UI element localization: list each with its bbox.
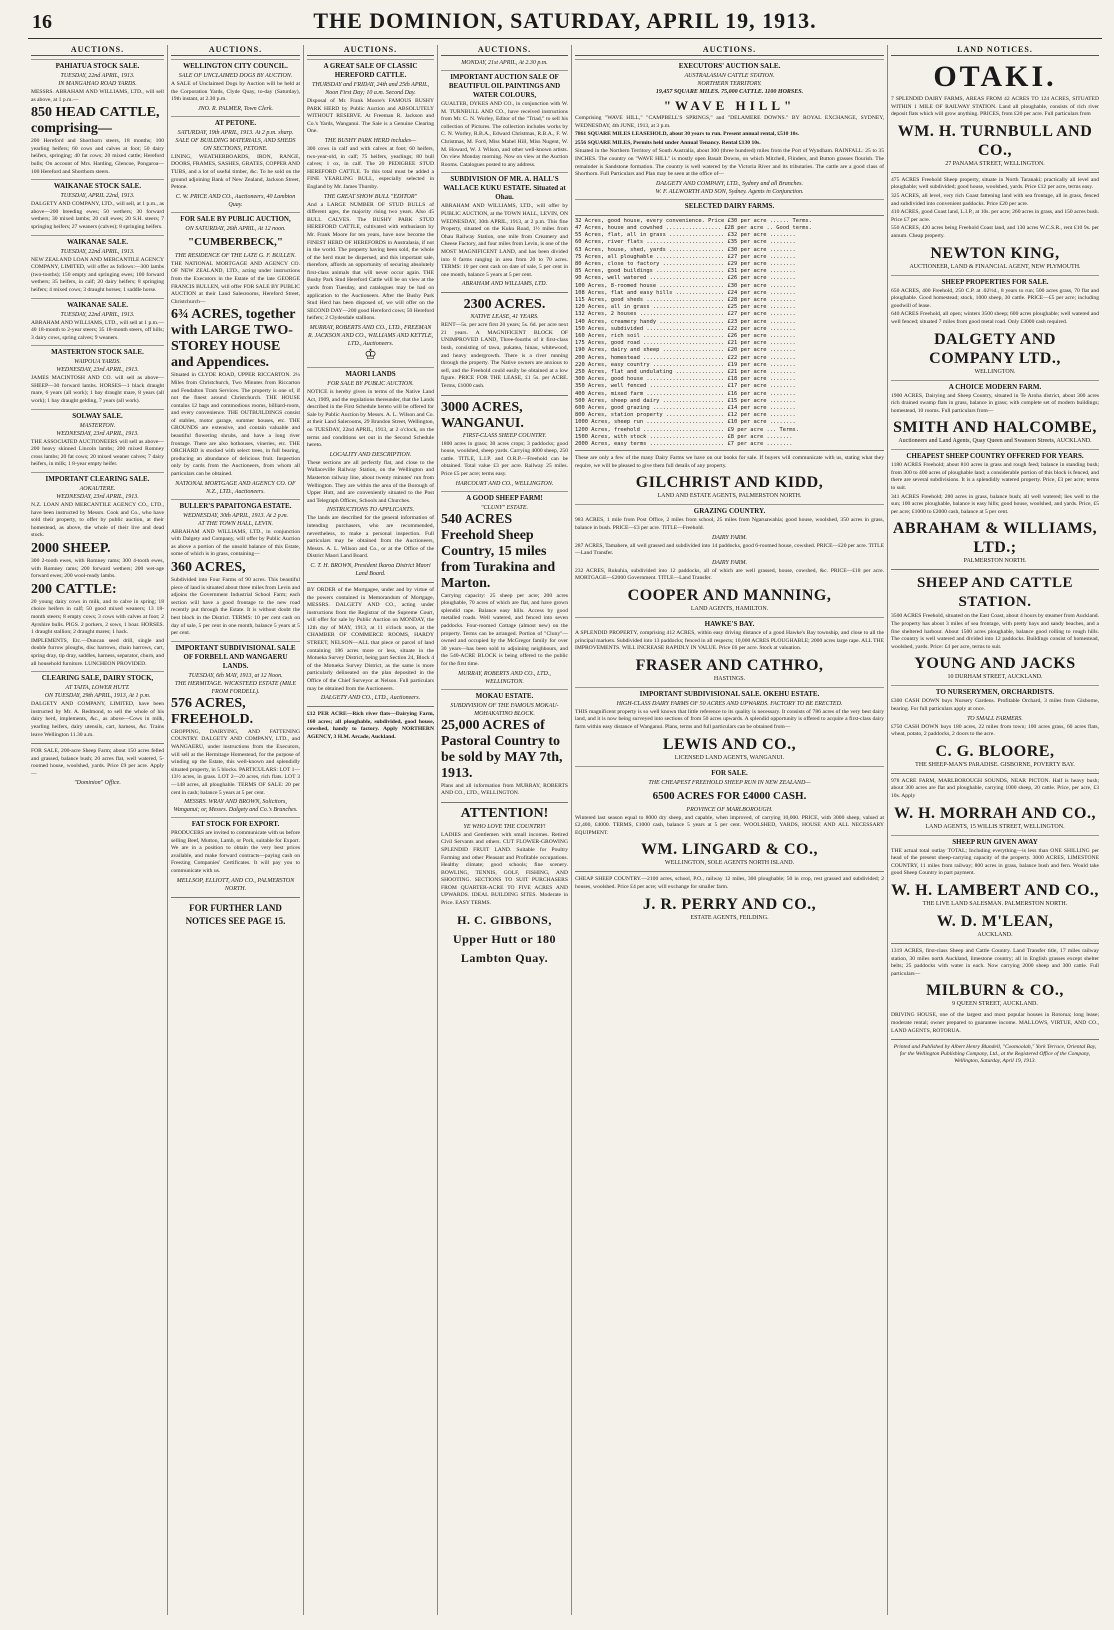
ad-signature: ABRAHAM AND WILLIAMS, LTD. — [461, 281, 548, 288]
section-sub: FIRST-CLASS SHEEP COUNTRY. — [462, 432, 547, 439]
section-sub: INSTRUCTIONS TO APPLICANTS. — [326, 507, 415, 514]
section-sub: MASTERTON. — [79, 422, 116, 429]
section-sub: AT TAITA, LOWER HUTT. — [65, 685, 130, 692]
section-title: IMPORTANT SUBDIVISIONAL SALE. OKEHU ESTATE. — [575, 687, 884, 699]
table-row: 800 Acres, station property .................. £12 per acre ........ — [575, 412, 799, 419]
firm-address: THE LIVE LAND SALESMAN. PALMERSTON NORTH. — [922, 900, 1068, 907]
ad-body: NEW ZEALAND LOAN AND MERCANTILE AGENCY COMPANY, LIMITED, will offer as follows:—300 lambs (two-tooths); 150 empty and springing ewes; 100 forward wethers; 35 heifers, in calf; 20 dairy heifers; 8 springing heifers; 4 mixed cows; 3 draught horses; 1 saddle horse. — [31, 256, 164, 293]
firm-name: C. G. BLOORE, — [935, 742, 1055, 760]
column-heading: AUCTIONS. — [31, 45, 164, 56]
section-date: TUESDAY, APRIL 22nd, 1913. — [60, 193, 135, 200]
ad-headline: 6¾ ACRES, together with LARGE TWO-STOREY HOUSE and Appendices. — [171, 307, 296, 371]
ad-body: LINING, WEATHERBOARDS, IRON, RANGE, DOORS, FRAMES, SASHES, GRATES, COPPER AND TUBS, and a lot of useful timber, &c. To be sold on the ground adjoining Bank of New Zealand, Jackson Street, Petone. — [171, 153, 300, 191]
section-sub: HIGH-CLASS DAIRY FARMS OF 50 ACRES AND UPWARDS. FACTORY TO BE ERECTED. — [616, 700, 843, 707]
section-date: WEDNESDAY, 23rd APRIL, 1913. — [56, 494, 139, 501]
firm-name: NEWTON KING, — [930, 244, 1060, 262]
table-row: 55 Acres, flat, all in grass ................. £32 per acre ........ — [575, 232, 799, 239]
firm-address: 10 DURHAM STREET, AUCKLAND. — [947, 674, 1043, 681]
ad-headline: 200 CATTLE: — [31, 581, 117, 597]
section-sub: FOR SALE BY PUBLIC AUCTION. — [327, 381, 414, 388]
ad-body: Situated in the Northern Territory of South Australia, about 300 (three hundred) miles from the Port of Wyndham. RAINFALL: 25 to 35 INCHES. The country on "WAVE HILL" is mostly open Basalt Downs, on which Mitchell, Flinders, and Button grasses flourish. The remainder is Sandstone formation. The country is well watered by the Victoria River and its tributaries. The cattle are a good class of Shorthorn. Full Particulars and Plan may be seen at the office of— — [575, 148, 884, 178]
ad-body: PRODUCERS are invited to communicate with us before selling Beef, Mutton, Lamb, or Pork, suitable for Export. We are in a position to obtain the very best prices available, and make forward contracts—paying cash on Freezing Companies' Certificates. It will pay you to communicate with us. — [171, 830, 300, 875]
ad-body: DALGETY AND COMPANY, LTD., will sell, at 1 p.m., as above—200 breeding ewes; 50 wethers; 30 forward wethers; 30 mixed lambs; 20 cull ewes; 20 S.H. steers; 7 springing heifers; 27 weaners (calves); 8 springing heifers. — [31, 201, 164, 230]
table-row: 500 Acres, sheep and dairy ................... £15 per acre ........ — [575, 397, 799, 404]
firm-name: SMITH AND HALCOMBE, — [893, 419, 1097, 437]
section-date: WEDNESDAY, 30th APRIL, 1913. At 2 p.m. — [182, 512, 289, 519]
section-title: FOR SALE BY PUBLIC AUCTION, — [171, 212, 300, 224]
column-6 — [888, 45, 1102, 1615]
table-row: 300 Acres, good house ........................ £18 per acre ........ — [575, 376, 799, 383]
firm-address: AUCKLAND. — [977, 931, 1013, 938]
table-row: 1500 Acres, with stock ....................... £8 per acre ........ — [575, 433, 796, 440]
imprint-footer: Printed and Published by Albert Henry Blundell, "Coomoolah," York Terrace, Oriental Bay, for the Wellington Publishing Company, Ltd., at the Registered Office of the Company, Wellington, Saturday, April 19, 1913. — [893, 1044, 1097, 1065]
table-row: 63 Acres, house, shed, yards ................. £30 per acre ........ — [575, 246, 799, 253]
table-row: 1200 Acres, freehold ......................... £9 per acre ... Terms. — [575, 426, 799, 433]
firm-name: W. H. LAMBERT AND CO., — [891, 881, 1099, 899]
section-date: TUESDAY, 22nd APRIL, 1913. — [60, 311, 135, 318]
ad-signature: C. T. H. BROWN, President Ikaroa District Maori Land Board. — [310, 562, 431, 577]
firm-name: W. D. M'LEAN, — [936, 912, 1054, 930]
page-number: 16 — [32, 11, 52, 33]
table-row: 400 Acres, mixed farm ........................ £16 per acre ........ — [575, 390, 799, 397]
ad-body: Wintered last season equal to 8000 dry sheep, and capable, when improved, of carrying 10,000. PRICE, with 3000 sheep, valued at £2,400, £4000. TERMS, £1000 cash, balance 5 years at 5 per cent. WOOLSHED, YARDS, HOUSE AND ALL NECESSARY EQUIPMENT. — [575, 814, 884, 836]
firm-address: LAND AND ESTATE AGENTS, PALMERSTON NORTH. — [657, 493, 802, 500]
section-sub: TO SMALL FARMERS. — [967, 715, 1023, 722]
table-row: 250 Acres, flat and undulating ............... £21 per acre ........ — [575, 369, 799, 376]
section-sub: SALE OF UNCLAIMED DOGS BY AUCTION. — [178, 73, 293, 79]
column-3 — [304, 45, 438, 1615]
section-sub: THE RESIDENCE OF THE LATE G. F. BULLEN. — [174, 252, 296, 259]
table-row: 140 Acres, creamery handy .................... £23 per acre ........ — [575, 318, 799, 325]
ad-body: CHEAP SHEEP COUNTRY.—2100 acres, school, P.O., railway 12 miles, 300 ploughable; 50 in crop, rest grassed and subdivided; 2 houses, woolshed. Price £4 per acre; will exchange for smaller farm. — [575, 876, 884, 890]
section-title: EXECUTORS' AUCTION SALE. — [575, 59, 884, 71]
section-date: TUESDAY, 22nd APRIL, 1913. — [60, 248, 135, 255]
ad-body: THIS magnificent property is so well known that little reference to its quality is necessary. It consists of 786 acres of the very best dairy land, and it is now being surveyed into sections of from 50 acres upwards. A splendid opportunity is offered to acquire a first-class dairy farm within easy distance of Wanganui. Plans, terms and full particulars can be obtained from— — [575, 708, 884, 730]
section-date: WEDNESDAY, 23rd APRIL, 1913. — [56, 430, 139, 437]
firm-address: LAND AGENTS, 15 WILLIS STREET, WELLINGTON. — [925, 823, 1065, 830]
property-name: "CUMBERBECK," — [187, 235, 284, 248]
table-row: 132 Acres, 2 houses .......................... £27 per acre ........ — [575, 311, 799, 318]
ad-body: 341 ACRES Freehold; 280 acres in grass, balance bush; all well watered; lies well to the sun; 100 acres ploughable, balance is easy hills; good house, woolshed, and yards. Price, £5 per acre; £1000 to £2000 cash, balance at 5 per cent. — [891, 493, 1099, 515]
section-title: MOKAU ESTATE. — [441, 689, 568, 701]
section-date: SATURDAY, 19th APRIL, 1913. At 2 p.m. sharp. — [177, 129, 294, 136]
ad-signature: JNO. R. PALMER, Town Clerk. — [197, 105, 273, 112]
section-date: MONDAY, 21st APRIL, At 2.30 p.m. — [461, 60, 548, 66]
ad-signature: HARCOURT AND CO., WELLINGTON. — [455, 480, 554, 487]
station-stats: 19,457 SQUARE MILES. 75,000 CATTLE. 1100 HORSES. — [655, 89, 804, 95]
ad-body: 983 ACRES, 1 mile from Post Office, 2 miles from school, 25 miles from Ngaruawahia; good house, woolshed, 350 acres in grass, balance in bush. PRICE—£3 per acre. TITLE—Freehold. — [575, 517, 884, 532]
section-place: AT THE TOWN HALL, LEVIN. — [198, 520, 273, 527]
section-date: ON TUESDAY, 29th APRIL, 1913, At 1 p.m. — [44, 693, 151, 700]
section-title: GRAZING COUNTRY. — [575, 504, 884, 516]
firm-address: WELLINGTON, SOLE AGENTS NORTH ISLAND. — [664, 860, 795, 867]
section-title: WAIKANAE STOCK SALE. — [31, 179, 164, 191]
firm-name: WM. LINGARD & CO., — [641, 841, 818, 859]
station-name: "WAVE HILL" — [663, 98, 796, 113]
section-sub: AOKAUTERE. — [79, 486, 116, 493]
ad-body: RENT—5s. per acre first 20 years; 5s. 6d. per acre next 21 years. A MAGNIFICENT BLOCK OF UNIMPROVED LAND, Three-fourths of it first-class bush, consisting of tawa, pukatea, hinau, whitewood, and heavy undergrowth. There is a river running through the property. The Native owners are anxious to sell, and the Freehold could easily be obtained at a low figure. PRICE FOR THE LEASE, £1 5s. per ACRE. Terms, £1000 cash. — [441, 322, 568, 390]
section-sub: LOCALITY AND DESCRIPTION. — [329, 451, 412, 458]
section-title: TO NURSERYMEN, ORCHARDISTS. — [891, 685, 1099, 697]
ad-signature: MESSRS. WRAY AND BROWN, Solicitors, Wanganui; or, Messrs. Dalgety and Co.'s Branches. — [173, 799, 298, 814]
section-date: TUESDAY, 6th MAY, 1913, at 12 Noon. — [188, 672, 283, 679]
section-title: CHEAPEST SHEEP COUNTRY OFFERED FOR YEARS. — [891, 449, 1099, 461]
ad-body: And a LARGE NUMBER OF STUD BULLS of different ages, the majority rising two years. Also 45 BULL CALVES. The BUSHY PARK STUD HEREFORD CATTLE, cultivated with enthusiasm by Mr. Frank Moore for ten years, have now become the FINEST HERD OF HEREFORDS in Australasia, if not in the world. The property having been sold, the whole of the herd must be dispersed, and this important sale, therefore, affords an opportunity of securing absolutely first-class animals that will never occur again. THE Bushy Park Stud Hereford Cattle will be on view at the yards from Tuesday, and catalogues may be had on application to the Auctioneers. After the Bushy Park Stud Herd has been disposed of, we will offer on the SECOND DAY—200 good Hereford cows; 50 Hereford heifers; 2 Clydesdale stallions. — [307, 201, 434, 322]
section-sub: SALE OF BUILDING MATERIALS, AND SHEDS ON SECTIONS, PETONE. — [175, 137, 296, 152]
ad-signature: DALGETY AND CO., LTD., Auctioneers. — [320, 695, 421, 702]
ad-items: 300 cows in calf and with calves at foot; 60 heifers, two-year-old, in calf; 75 heifers, yearlings; 80 bull calves; 1 ox, in calf. The 20 PEDIGREE STUD HEREFORD CATTLE. To this total must be added a FINE YEARLING BULL, especially selected in England by Mr. James Thursby. — [307, 145, 434, 190]
section-date: THURSDAY and FRIDAY, 24th and 25th APRIL, Noon First Day; 10 a.m. Second Day. — [311, 82, 429, 96]
firm-name: J. R. PERRY AND CO., — [642, 895, 817, 913]
ad-body: NOTICE is hereby given in terms of the Native Land Act, 1909, and the regulations thereunder, that the Lands described in the First Schedule hereto will be offered for Sale by Public Auction by Messrs. A. L. Wilson and Co. at their Land Salerooms, 29 Brandon Street, Wellington, on TUESDAY, 22nd APRIL, 1913, at 2 o'clock, on the terms and conditions set out in the Second Schedule hereto. — [307, 389, 434, 449]
column-5 — [572, 45, 888, 1615]
ad-headline: 576 ACRES, FREEHOLD. — [171, 695, 254, 727]
ad-items: 20 young dairy cows in milk, and to calve in spring; 18 choice heifers in calf; 50 good mixed weaners; 13 18-month steers; 8 empty cows; 3 cows with calves at foot; 2 Ayrshire bulls. PIGS. 2 porkers, 2 sows, 1 boar. HORSES. 1 draught stallion; 2 draught mares; 1 hack. — [31, 598, 164, 636]
ad-body: These sections are all perfectly flat, and close to the Wallaceville Railway Station, on the Wellington and Masterton railway line, about twenty minutes' run from Wellington. They are within the area of the Borough of Upper Hutt, and are conveniently situated to the Post and Telegraph Offices, Schools and Churches. — [307, 459, 434, 504]
section-title: CLEARING SALE, DAIRY STOCK, — [31, 671, 164, 683]
masthead — [28, 8, 1102, 39]
ad-headline: 2300 ACRES. — [463, 297, 546, 313]
ad-body: Plans and all information from MURRAY, ROBERTS AND CO., LTD., WELLINGTON. — [441, 782, 568, 797]
ad-body: 1180 ACRES Freehold; about 810 acres in grass and rough feed; balance in standing bush; from 300 to 400 acres of ploughable land; a considerable portion of this block is fenced, and there are several subdivisions. It is a splendidly watered property. Price, £3 per acre; terms to suit. — [891, 462, 1099, 492]
section-sub: SUBDIVISION OF THE FAMOUS MOKAU-MOHAKATINO BLOCK. — [450, 702, 559, 717]
ad-body: 640 ACRES Freehold, all open; winters 3500 sheep; 600 acres ploughable; well watered and well fenced; situated 7 miles from good metal road. Only £3000 cash required. — [891, 311, 1099, 325]
firm-name: W. H. MORRAH AND CO., — [894, 804, 1096, 822]
ad-body: Comprising "WAVE HILL," "CAMPBELL'S SPRINGS," and "DELAMERE DOWNS." BY ROYAL EXCHANGE, SYDNEY, WEDNESDAY, 4th JUNE, 1913, at 3 p.m. — [575, 115, 884, 129]
firm-address: Auctioneers and Land Agents, Quay Queen and Swanson Streets, AUCKLAND. — [898, 438, 1092, 445]
ad-body: Situated in CLYDE ROAD, UPPER RICCARTON. 2¼ Miles from Christchurch, Two Minutes from Riccarton and Fendalton Tram Services. The property is one of, if not the finest around Christchurch. THE HOUSE contains 12 bags and commodious rooms, billiard-room, and every convenience. THE OUTBUILDINGS consist of stables, motor garage, summer houses, etc. THE GROUNDS are extensive, and contain valuable and beautiful flowering shrubs, and have a long river frontage. There are also hothouses, vineries, etc. THE ORCHARD is stocked with select trees, in full bearing, producing an abundance of delicious fruit. Inspection only by cards from the Auctioneers, from whom all particulars can be obtained. — [171, 372, 300, 478]
dairy-farms-table — [575, 215, 884, 452]
firm-name: LEWIS AND CO., — [662, 735, 797, 753]
firm-address: PALMERSTON NORTH. — [963, 558, 1027, 565]
firm-address: LAND AGENTS, HAMILTON. — [690, 606, 769, 612]
section-sub: THE GREAT SHOW BULL "EDITOR" — [323, 193, 418, 200]
column-heading: LAND NOTICES. — [891, 45, 1099, 56]
ad-headline: 7861 SQUARE MILES LEASEHOLD, about 30 years to run. Present annual rental, £510 10s. — [575, 131, 800, 138]
section-title: SHEEP PROPERTIES FOR SALE. — [891, 275, 1099, 287]
ad-signature: H. C. GIBBONS, Upper Hutt or 180 Lambton Quay. — [452, 912, 557, 965]
section-title: IMPORTANT CLEARING SALE. — [31, 472, 164, 484]
firm-address: 9 QUEEN STREET, AUCKLAND. — [952, 1001, 1038, 1008]
section-title: BULLER'S PAPAITONGA ESTATE. — [171, 499, 300, 511]
ad-signature: MURRAY, ROBERTS AND CO., LTD., FREEMAN R. JACKSON AND CO., WILLIAMS AND KETTLE, LTD., Auctioneers. — [307, 325, 434, 348]
ad-body: N.Z. LOAN AND MERCANTILE AGENCY CO., LTD., have been instructed by Messrs. Cook and Co., who have sold their property, to offer by public auction, at their homestead, as above, the whole of their live and dead stock. — [31, 502, 164, 539]
ad-body: The lands are described for the general information of intending purchasers, who are recommended, nevertheless, to make a personal inspection. Full particulars may be obtained from the Auctioneers, Messrs. A. L. Wilson and Co., or at the Office of the District Maori Land Board. — [307, 515, 434, 560]
crown-crest-icon: ♔ — [364, 348, 377, 364]
section-title: WAIKANAE SALE. — [31, 235, 164, 247]
ad-items: 200 Hereford and Shorthorn steers, 18 months; 100 yearling heifers; 60 cows and calves at foot; 50 dairy heifers, springing; 40 fat cows; 20 mixed cattle; Hereford bulls; On account of Mrs. Harding, Glencoe, Pongaroa—100 Hereford and Shorthorn steers. — [31, 138, 164, 175]
section-title: WAIKANAE SALE. — [31, 298, 164, 310]
section-date: WEDNESDAY, 23rd APRIL, 1913. — [56, 367, 139, 374]
section-sub: "CLUNY" ESTATE. — [480, 504, 529, 511]
section-sub: DAIRY FARM. — [711, 559, 748, 566]
ad-body: DRIVING HOUSE, one of the largest and most popular houses in Rotorua; long lease; moderate rental; owner prepared to guarantee income. MALLOWS, VIRTUE, AND CO., LAND AGENTS, ROTORUA. — [891, 1012, 1099, 1034]
ad-body: A SALE of Unclaimed Dogs by Auction will be held at the Corporation Yards, Clyde Quay, to-day (Saturday), 19th instant, at 2.30 p.m. — [171, 81, 300, 103]
ad-body: GUALTER, DYKES AND CO., in conjunction with W. M. TURNBULL AND CO., have received instructions from Mr. C. N. Worley, Editor of the "Triad," to sell his collection of Pictures. The collection includes works by C. N. Worley, R.B.A., Edward Christmas, R.B.A., F. W. Christmas, M. Ford, Miss Mabel Hill, Miss Nugent, W. M. Howard, W. J. Wilson, and other well-known artists. On view Monday morning. Now on view at the Auction Rooms. Catalogues posted to any address. — [441, 101, 568, 168]
ad-body: A SPLENDID PROPERTY, comprising 412 ACRES, within easy driving distance of a good Hawke's Bay township, and close to all the principal markets. Subdivided into 13 paddocks; fenced in all respects; 10,000 ACRES PLOUGHABLE; 2000 acres large rape. ALL THE IMPROVEMENTS. WILL INCREASE RAPIDLY IN VALUE. Price £6 per acre. Stock at valuation. — [575, 630, 884, 652]
ad-body: THE ASSOCIATED AUCTIONEERS will sell as above—200 heavy skinned Lincoln lambs; 200 mixed Romney cross lambs; 20 fat cows; 20 mixed weaner calves; 7 dairy heifers, in milk; 1 8-year empty heifer. — [31, 438, 164, 468]
section-title: IMPORTANT AUCTION SALE OF BEAUTIFUL OIL PAINTINGS AND WATER COLOURS, — [441, 70, 568, 100]
ad-body: DALGETY AND COMPANY, LIMITED, have been instructed by Mr. A. Redmond, to sell the whole of his dairy herd, implements, &c., as above—Cows in milk, yearling heifers, dairy utensils, cart, harness, &c. Trains leave Wellington 11.30 a.m. — [31, 701, 164, 738]
section-sub: DAIRY FARM. — [711, 534, 748, 541]
section-title: AT PETONE. — [171, 116, 300, 128]
ad-items: IMPLEMENTS, Etc.—Duncan seed drill, single and double furrow ploughs, disc harrows, chain harrows, cart, spring dray, tip dray, saddles, harness, separator, churn, and all household furniture. LUNCHEON PROVIDED. — [31, 637, 164, 667]
ad-body: JAMES MACINTOSH AND CO. will sell as above—SHEEP—30 forward lambs. HORSES—1 black draught mare, 6 years (all work); 1 bay draught mare, 8 years (all work); 1 bay draught gelding, 7 years (all work). — [31, 375, 164, 405]
table-row: 190 Acres, dairy and sheep ................... £20 per acre ........ — [575, 347, 799, 354]
ad-signature: MELLSOP, ELLIOTT, AND CO., PALMERSTON NORTH. — [176, 877, 295, 892]
ad-signature: "Dominion" Office. — [74, 780, 121, 787]
ad-headline: 6500 ACRES FOR £4000 CASH. — [652, 789, 807, 802]
ad-body: BY ORDER of the Mortgagee, under and by virtue of the powers contained in Memorandum of Mortgage, MESSRS. DALGETY AND CO., acting under instructions from the Registrar of the Supreme Court, will offer for sale by Public Auction on MONDAY, the 12th day of MAY, 1913, at 11 o'clock noon, at the CHAMBER OF COMMERCE ROOMS, HARDY STREET, NELSON—ALL that piece or parcel of land containing 186 acres more or less, situate in the Motueka Survey District, being part Section 24, Block 4 of the Motueka Survey District, as the same is more particularly delineated on the plan deposited in the Office of the Chief Surveyor at Nelson. Full particulars may be obtained from the Auctioneers. — [307, 586, 434, 692]
ad-body: 7 SPLENDID DAIRY FARMS, AREAS FROM 42 ACRES TO 124 ACRES, SITUATED WITHIN 1 MILE OF RAILWAY STATION. Land all ploughable, consists of rich river deposit flats which will grow anything. PRICES, from £20 per acre. Full particulars from — [891, 96, 1099, 118]
firm-address: AUCTIONEER, LAND & FINANCIAL AGENT, NEW PLYMOUTH. — [909, 263, 1081, 270]
ad-body: £750 CASH DOWN buys 180 acres, 22 miles from town; 100 acres grass, 60 acres flats, wheat, potato, 2 paddocks, 2 doors to the acre. — [891, 723, 1099, 738]
section-sub: YE WHO LOVE THE COUNTRY! — [463, 823, 546, 830]
section-title: SELECTED DAIRY FARMS. — [575, 199, 884, 211]
section-title: SHEEP RUN GIVEN AWAY — [891, 835, 1099, 847]
table-row: 108 Acres, flat and easy hills ............... £24 per acre ........ — [575, 289, 799, 296]
ad-headline: 3000 ACRES, WANGANUI. — [441, 399, 524, 431]
table-row: 350 Acres, well fenced ....................... £17 per acre ........ — [575, 383, 799, 390]
column-heading: AUCTIONS. — [575, 45, 884, 56]
table-row: 175 Acres, good road ......................... £21 per acre ........ — [575, 340, 799, 347]
ad-signature: C. W. PRICE AND CO., Auctioneers, 40 Lambton Quay. — [175, 193, 296, 208]
section-title: SOLWAY SALE. — [31, 409, 164, 421]
ad-signature: DALGETY AND COMPANY, LTD., Sydney and all Branches. — [656, 180, 803, 187]
ad-body: CROPPING, DAIRYING, AND FATTENING COUNTRY. DALGETY AND COMPANY, LTD., and WANGAERU, under instructions from the Executors, will sell at the Hermitage Homestead, for the purpose of winding up the Estate, this well-known and splendidly situated property, in 5 blocks. PARTICULARS: LOT 1—13½ acres, in grass. LOT 2—20 acres, rich flats. LOT 3—148 acres, all ploughable. TERMS OF SALE: 20 per cent in cash; balance 5 years at 5 per cent. — [171, 728, 300, 796]
ad-signature: NATIONAL MORTGAGE AND AGENCY CO. OF N.Z., LTD., Auctioneers. — [175, 480, 296, 495]
table-row: 90 Acres, well watered ....................... £26 per acre ........ — [575, 275, 799, 282]
ad-body: 550 ACRES, 420 acres being Freehold Coast land, and 130 acres W.C.S.R., rent £10 9s. per annum. Cheap property. — [891, 225, 1099, 239]
ad-items: 300 2-tooth ewes, with Romney rams; 300 4-tooth ewes, with Romney rams; 200 forward wethers; 200 wet-age forward ewes; 200 wool-ready lambs. — [31, 558, 164, 580]
table-row: 200 Acres, homestead ......................... £22 per acre ........ — [575, 354, 799, 361]
firm-name: WM. H. TURNBULL AND CO., — [897, 122, 1093, 159]
section-date: TUESDAY, 22nd APRIL, 1913. — [60, 73, 135, 79]
ad-headline: 2000 SHEEP. — [31, 541, 111, 556]
ad-body: FOR SALE, 200-acre Sheep Farm; about 150 acres felled and grassed, balance bush; 20 acres flat, well watered, 5-roomed house, woolshed, yards. Price £9 per acre. Apply— — [31, 748, 164, 777]
see-page-notice: FOR FURTHER LAND NOTICES SEE PAGE 15. — [185, 902, 286, 926]
ad-body: 1900 ACRES, Dairying and Sheep Country, situated in Te Aroha district, about 300 acres rich drained swamp flats in grass, balance in grass; with complete set of modern buildings; homestead, 10 rooms. Full particulars from— — [891, 392, 1099, 414]
firm-name: GILCHRIST AND KIDD, — [635, 474, 824, 492]
section-title: FOR SALE. — [575, 766, 884, 778]
ad-body: 287 ACRES, Tamahere, all well grassed and subdivided into 14 paddocks, good 6-roomed house, cowshed. PRICE—£20 per acre. TITLE—Land Transfer. — [575, 542, 884, 557]
section-sub: NATIVE LEASE, 41 YEARS. — [470, 314, 539, 321]
otaki-headline: OTAKI. — [933, 60, 1057, 93]
ad-body: 978 ACRE FARM, MARLBOROUGH SOUNDS, NEAR PICTON. Half is heavy bush; about 300 acres are flat and ploughable, carrying 1000 sheep, 20 cattle. Price, per acre, £3 10s. Apply — [891, 777, 1099, 799]
ad-body: THE NATIONAL MORTGAGE AND AGENCY CO. OF NEW ZEALAND, LTD., acting under instructions from the Executors in the Estate of the late GEORGE FRANCIS BULLEN, will offer FOR SALE BY PUBLIC AUCTION at their Land Salesrooms, Hereford Street, Christchurch— — [171, 260, 300, 305]
ad-headline: 360 ACRES, — [171, 560, 246, 575]
ad-signature: W. F. ALLWORTH AND SON, Sydney. Agents in Conjunction. — [655, 188, 804, 195]
table-row: 75 Acres, all ploughable ..................... £27 per acre ........ — [575, 253, 799, 260]
ad-body: ABRAHAM AND WILLIAMS, LTD., in conjunction with Dalgety and Company, will offer by Public Auction as above a portion of the unsold balance of this Estate, some of which is in grass, containing— — [171, 528, 300, 558]
section-title: WELLINGTON CITY COUNCIL. — [171, 59, 300, 71]
ad-body: Disposal of Mr. Frank Moore's FAMOUS BUSHY PARK HERD by Public Auction and ABSOLUTELY WITHOUT RESERVE. At Freeman R. Jackson and Co.'s Yards, Wanganui. The Sale is a Genuine Clearing One. — [307, 98, 434, 135]
column-heading: AUCTIONS. — [171, 45, 300, 56]
firm-address: WELLINGTON. — [974, 368, 1016, 375]
table-row: 220 Acres, easy country ...................... £19 per acre ........ — [575, 361, 799, 368]
ad-body: 1800 acres in grass; 30 acres crops; 3 paddocks; good house, woolshed, sheep yards. Carrying 4000 sheep, 250 cattle. TITLE, L.I.P. and O.R.P.—Freehold can be obtained. Total value £3 per acre. Railway 25 miles. Price £5 per acre; terms easy. — [441, 440, 568, 477]
table-row: 120 Acres, all in grass ...................... £25 per acre ........ — [575, 304, 799, 311]
section-place: IN MANGAHAO ROAD YARDS. — [58, 81, 137, 87]
firm-name: DALGETY AND COMPANY LTD., — [929, 330, 1061, 367]
columns — [28, 45, 1102, 1615]
table-row: 80 Acres, close to factory ................... £29 per acre ........ — [575, 260, 799, 267]
section-title: A GREAT SALE OF CLASSIC HEREFORD CATTLE. — [307, 59, 434, 80]
table-row: 160 Acres, rich soil ......................... £26 per acre ........ — [575, 333, 799, 339]
table-row: 100 Acres, 8-roomed house .................... £30 per acre ........ — [575, 282, 799, 289]
ad-body: 475 ACRES Freehold Sheep property, situate in North Taranaki; practically all level and ploughable; well subdivided; good house, woolshed, yards. Price £12 per acre, terms easy. — [891, 176, 1099, 191]
firm-address: THE SHEEP-MAN'S PARADISE. GISBORNE, POVERTY BAY. — [915, 761, 1075, 768]
ad-body: 325 ACRES, all level, very rich Coast fattening land with sea frontage, all in grass, fenced and subdivided into convenient paddocks. Price £20 per acre. — [891, 192, 1099, 207]
firm-address: ESTATE AGENTS, FEILDING. — [690, 914, 769, 921]
ad-headline: 25,000 ACRES of Pastoral Country to be sold by MAY 7th, 1913. — [441, 717, 563, 781]
firm-name: ABRAHAM & WILLIAMS, LTD.; — [892, 520, 1098, 557]
ad-body: Carrying capacity: 25 sheep per acre; 200 acres ploughable, 70 acres of which are flat, and have grown splendid rape. Balance easy hills. Access by good metalled roads. Well watered, and fenced into seven paddocks. Four-roomed Cottage (almost new) on the property. Terms can be arranged. Portion of "Cluny"—owned and occupied by the McGregor family for over 30 years—has been sold to adjoining neighbours, and the 540-ACRE BLOCK is being offered to the public for the first time. — [441, 592, 568, 667]
column-heading: AUCTIONS. — [307, 45, 434, 56]
table-row: 47 Acres, house and cowshed ................. £28 per acre .. Good terms. — [575, 224, 812, 231]
firm-address: HASTINGS. — [713, 675, 746, 682]
table-row: 600 Acres, good grazing ...................... £14 per acre ........ — [575, 405, 799, 412]
attention-banner: ATTENTION! — [460, 805, 549, 821]
ad-body: 3500 ACRES Freehold, situated on the East Coast, about 4 hours by steamer from Auckland. The property has about 3 miles of sea frontage, with pretty bays and sandy beaches, and a fine sheltered harbour. About 1500 acres ploughable, balance good rolling to rough hills. The country is well watered and divided into 12 paddocks. Buildings consist of homestead, woolshed, yards. Price: £4 per acre, terms to suit. — [891, 613, 1099, 650]
firm-address: 27 PANAMA STREET, WELLINGTON. — [945, 160, 1045, 167]
ad-body: ABRAHAM AND WILLIAMS, LTD., will sell at 1 p.m.—40 18-month to 2-year steers; 35 18-month steers, off hills; 3 dairy cows, spring calves; 9 weaners. — [31, 319, 164, 341]
firm-name: FRASER AND CATHRO, — [635, 656, 824, 674]
ad-body: £300 CASH DOWN buys Nursery Gardens. Profitable Orchard, 3 miles from Gisborne, bearing. For full particulars apply at once. — [891, 698, 1099, 712]
dairy-farms-rows — [575, 218, 884, 449]
section-title: A GOOD SHEEP FARM! — [441, 491, 568, 503]
section-title: MAORI LANDS — [307, 367, 434, 379]
section-sub: WAIPOUA YARDS. — [74, 359, 121, 366]
column-heading: AUCTIONS. — [441, 45, 568, 56]
column-1 — [28, 45, 168, 1615]
table-row: 85 Acres, good buildings ..................... £31 per acre ........ — [575, 268, 799, 275]
section-place: THE HERMITAGE. WICKSTEED ESTATE (MILE FROM FORDELL). — [174, 680, 297, 695]
section-sub: THE BUSHY PARK HERD includes— — [324, 137, 417, 144]
table-row: 2000 Acres, easy terms ....................... £7 per acre ........ — [575, 441, 796, 448]
section-title: HAWKE'S BAY. — [575, 617, 884, 629]
ad-headline: 540 ACRES Freehold Sheep Country, 15 miles from Turakina and Marton. — [441, 511, 556, 591]
section-place: NORTHERN TERRITORY. — [697, 81, 762, 87]
ad-banner: SHEEP AND CATTLE STATION. — [916, 575, 1074, 611]
table-row: 60 Acres, river flats ........................ £35 per acre ........ — [575, 239, 799, 246]
ad-headline: £12 PER ACRE—Rich river flats—Dairying Farm, 160 acres; all ploughable, subdivided, good house, cowshed, handy to factory. Apply NORTHERN AGENCY, 3 H.M. Arcade, Auckland. — [307, 711, 434, 740]
column-2 — [168, 45, 304, 1615]
table-row: 150 Acres, subdivided ........................ £22 per acre ........ — [575, 325, 799, 332]
ad-body: LADIES and Gentlemen with small incomes. Retired Civil Servants and others. CUT FLOWER-GROWING SPLENDID FRUIT LAND. Suitable for Poultry Farming and other Pleasant and Profitable occupations. Healthy climate; good schools; fine scenery. BOWLING, TENNIS, GOLF, FISHING, AND SHOOTING. SECTIONS TO SUIT PURCHASERS FROM QUARTER-ACRE TO FIVE ACRES AND UPWARDS. IDEAL BUILDING SITES. Moderate in Price. EASY TERMS. — [441, 831, 568, 907]
ad-body: 1319 ACRES, first-class Sheep and Cattle Country. Land Transfer title, 17 miles railway station, 30 miles north Auckland, limestone country; all in English grasses except shelter belts; 25 paddocks with water in each. Now carrying 2000 sheep and 300 cattle. Full particulars— — [891, 947, 1099, 977]
section-title: SUBDIVISION OF MR. A. HALL'S WALLACE KUKU ESTATE. Situated at Ohau. — [441, 172, 568, 202]
section-title: A CHOICE MODERN FARM. — [891, 380, 1099, 392]
section-title: PAHIATUA STOCK SALE. — [31, 59, 164, 71]
table-row: 1000 Acres, sheep run ........................ £10 per acre ........ — [575, 419, 799, 426]
ad-body: 650 ACRES, 400 Freehold, 250 C.P. at .02½d., 8 years to run; 500 acres grass, 70 flat and ploughable. Good homestead; stock, 1000 sheep, 30 cattle. PRICE—£5 per acre; including goodwill of lease. — [891, 287, 1099, 309]
section-sub: THE CHEAPEST FREEHOLD SHEEP RUN IN NEW ZEALAND— — [648, 779, 811, 786]
ad-headline: 2556 SQUARE MILES, Permits held under Annual Tenancy. Rental £130 10s. — [575, 139, 761, 146]
firm-name: COOPER AND MANNING, — [627, 587, 832, 604]
section-place: PROVINCE OF MARLBOROUGH. — [686, 806, 773, 813]
table-row: 32 Acres, good house, every convenience. Price £30 per acre ...... Terms. — [575, 217, 812, 224]
ad-body: These are only a few of the many Dairy Farms we have on our books for sale. If buyers will communicate with us, stating what they require, we will be pleased to give them full details of any property. — [575, 455, 884, 469]
firm-address: LICENSED LAND AGENTS, WANGANUI. — [674, 754, 785, 761]
ad-body: MESSRS. ABRAHAM AND WILLIAMS, LTD., will sell as above, at 1 p.m.— — [31, 89, 164, 103]
ad-body: 410 ACRES, good Coast land, L.I.P., at 10s. per acre; 260 acres in grass, and 150 acres bush. Price £7 per acre. — [891, 209, 1099, 223]
ad-body: ABRAHAM AND WILLIAMS, LTD., will offer by PUBLIC AUCTION, at the TOWN HALL, LEVIN, ON WEDNESDAY, 30th APRIL, 1913, at 2 p.m. This fine Property, situated on the Kuku Road, 1½ miles from Ohau Railway Station, one mile from Creamery and Cheese Factory, and four miles from Levin, is one of the MOST MAGNIFICENT LAND, and has been divided into 8 farms ranging in area from 20 to 70 acres. TERMS: 10 per cent cash on date of sale, 5 per cent in one month, balance 5 years at 5 per cent. — [441, 203, 568, 278]
section-title: MASTERTON STOCK SALE. — [31, 345, 164, 357]
section-title: IMPORTANT SUBDIVISIONAL SALE OF FORBELL AND WANGAERU LANDS. — [171, 641, 300, 671]
section-date: ON SATURDAY, 26th APRIL, At 12 noon. — [185, 225, 286, 232]
newspaper-title: THE DOMINION, SATURDAY, APRIL 19, 1913. — [313, 8, 817, 33]
ad-body: 232 ACRES, Rukuhia, subdivided into 12 paddocks, all of which are well grassed, house, cowshed, &c. PRICE—£18 per acre. MORTGAGE—£2000 Government. TITLE—Land Transfer. — [575, 567, 884, 582]
section-title: FAT STOCK FOR EXPORT. — [171, 817, 300, 829]
column-4 — [438, 45, 572, 1615]
section-sub: AUSTRALASIAN CATTLE STATION. — [684, 73, 775, 79]
ad-headline: 850 HEAD CATTLE, comprising— — [31, 105, 160, 137]
firm-name: YOUNG AND JACKS — [914, 655, 1076, 673]
ad-signature: MURRAY, ROBERTS AND CO., LTD., WELLINGTON. — [458, 670, 551, 685]
table-row: 115 Acres, good sheds ........................ £28 per acre ........ — [575, 296, 799, 303]
ad-body: THE actual total outlay TOTAL; Including everything—is less than ONE SHILLING per head of the present sheep-carrying capacity of the property. 3000 ACRES, LIMESTONE COUNTRY, 11 miles from railway; 800 acres in grass, balance bush and fern. Would take good Sheep Country in part payment. — [891, 847, 1099, 877]
ad-body: Subdivided into Four Farms of 90 acres. This beautiful piece of land is situated about three miles from Levin and adjoins the Government Industrial School Farm; each section will have a good frontage to the new road recently put through the Estate. It is without doubt the best block in the District. TERMS: 10 per cent cash on day of sale, 5 per cent in one month, balance 5 years at 5 per cent. — [171, 577, 300, 637]
firm-name: MILBURN & CO., — [926, 982, 1064, 1000]
